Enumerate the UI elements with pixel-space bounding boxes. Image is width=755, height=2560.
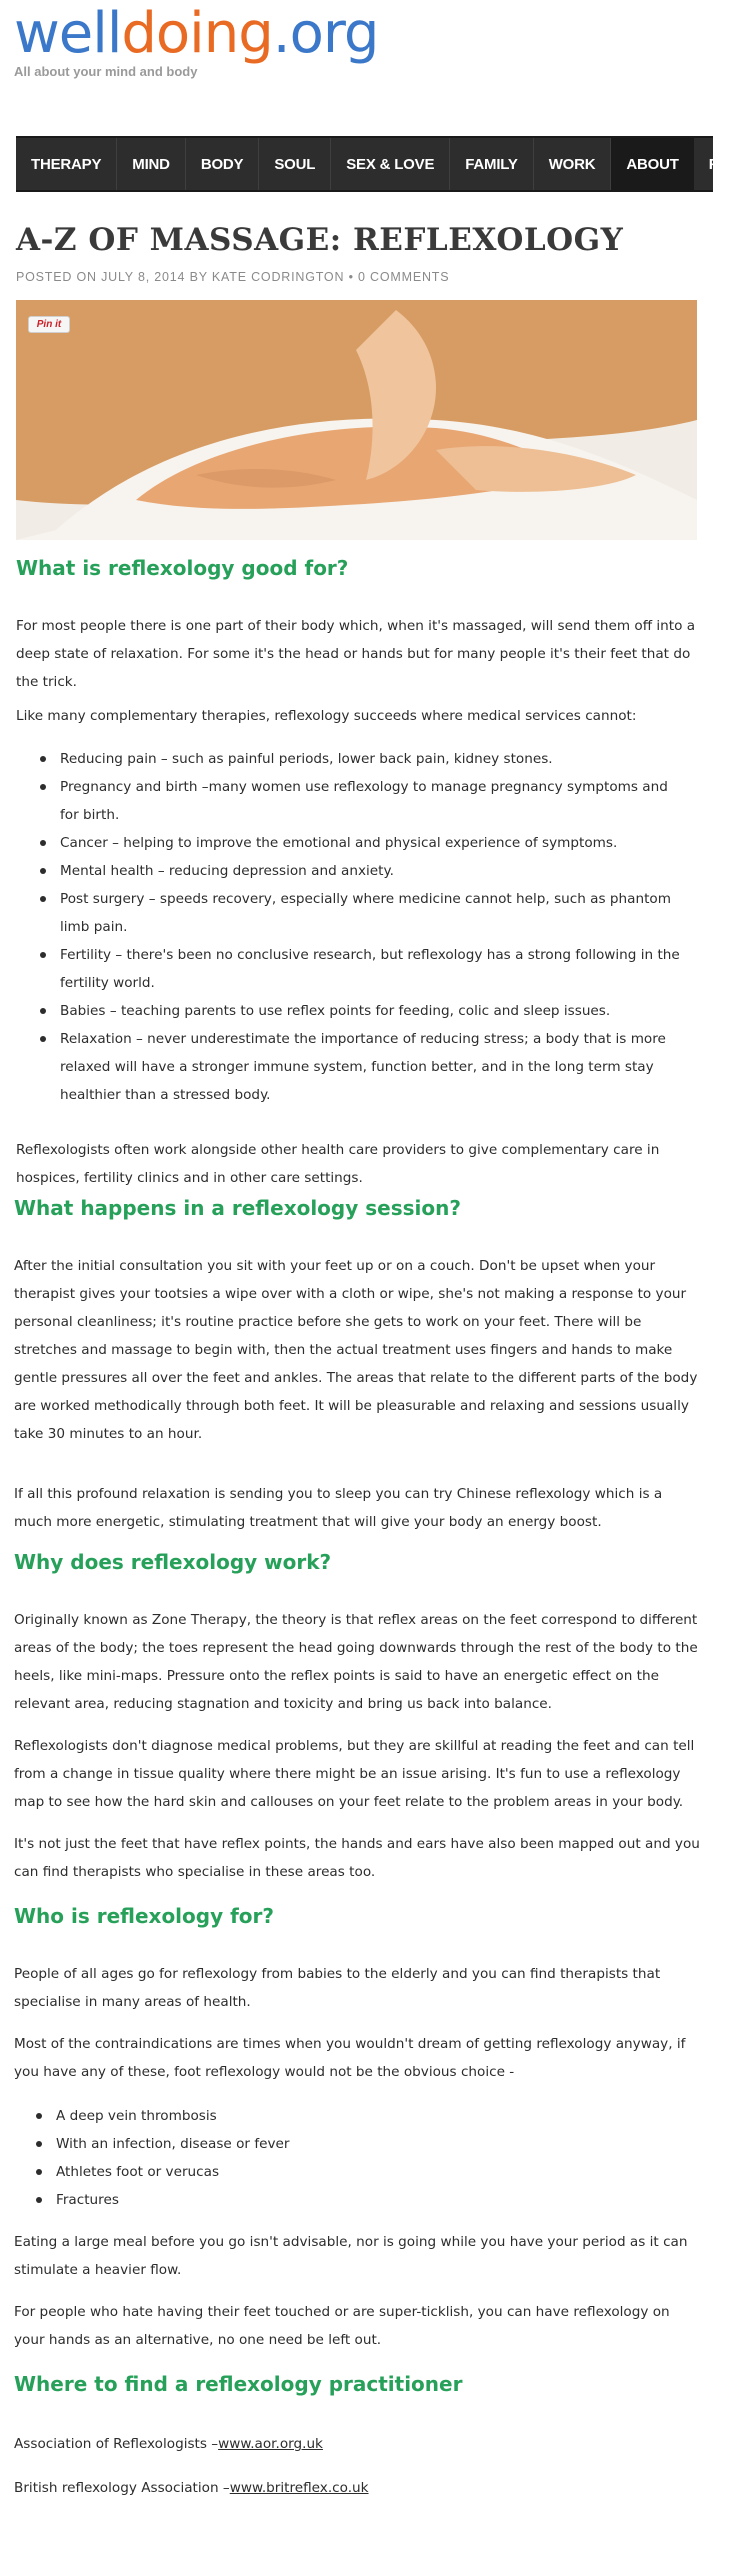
section-heading: Where to find a reflexology practitioner [14,2372,463,2396]
logo-doing: doing [121,1,273,66]
hero-image [16,300,697,540]
pinit-button[interactable]: Pin it [28,316,70,333]
list-item: Fractures [34,2186,684,2214]
paragraph: Eating a large meal before you go isn't advisable, nor is going while you have your period as it can stimulate a heavier flow. [14,2234,688,2278]
list-item: Reducing pain – such as painful periods, lower back pain, kidney stones. [38,745,688,773]
meta-prefix: POSTED ON [16,270,102,284]
benefits-list [38,745,688,1109]
post-meta [16,270,449,284]
contraindications-list [34,2102,684,2214]
paragraph: Reflexologists don't diagnose medical problems, but they are skillful at reading the feet and can tell from a change in tissue quality where there might be an issue arising. It's fun to use a reflexology map to see how the hard skin and callouses on your feet relate to the problem areas in your body. [14,1738,695,1810]
paragraph: Like many complementary therapies, reflexology succeeds where medical services cannot: [16,708,637,724]
site-header [14,0,378,79]
paragraph: For people who hate having their feet touched or are super-ticklish, you can have reflexology on your hands as an alternative, no one need be left out. [14,2304,670,2348]
britreflex-link[interactable]: www.britreflex.co.uk [229,2480,369,2496]
article-title: A-Z OF MASSAGE: REFLEXOLOGY [16,222,624,258]
resource-label: Association of Reflexologists – [14,2436,219,2452]
list-item: Athletes foot or verucas [34,2158,684,2186]
aor-link[interactable]: www.aor.org.uk [218,2436,323,2452]
nav-item-family[interactable]: FAMILY [450,138,533,190]
main-nav [16,136,740,192]
comments-link[interactable]: 0 COMMENTS [358,270,450,284]
nav-item-for[interactable]: FOR [708,155,740,173]
paragraph: If all this profound relaxation is sending you to sleep you can try Chinese reflexology which is a much more energetic, stimulating treatment that will give your body an energy boost. [14,1486,663,1530]
meta-by: BY [185,270,212,284]
list-item: Post surgery – speeds recovery, especially where medicine cannot help, such as phantom limb pain. [38,885,688,941]
paragraph: Originally known as Zone Therapy, the theory is that reflex areas on the feet correspond to different areas of the body; the toes represent the head going downwards through the rest of the body to the heels, like mini-maps. Pressure onto the reflex points is said to have an energetic effect on the relevant area, reducing stagnation and toxicity and bring us back into balance. [14,1612,698,1712]
section-heading: What happens in a reflexology session? [14,1196,461,1220]
list-item: A deep vein thrombosis [34,2102,684,2130]
nav-item-body[interactable]: BODY [186,138,260,190]
nav-item-soul[interactable]: SOUL [259,138,331,190]
list-item: Pregnancy and birth –many women use reflexology to manage pregnancy symptoms and for birth. [38,773,688,829]
resource-label: British reflexology Association – [14,2480,230,2496]
list-item: Fertility – there's been no conclusive research, but reflexology has a strong following in the fertility world. [38,941,688,997]
paragraph: It's not just the feet that have reflex points, the hands and ears have also been mapped out and you can find therapists who specialise in these areas too. [14,1836,700,1880]
resource-line [14,2474,704,2502]
site-logo[interactable] [14,0,378,68]
author-link[interactable]: KATE CODRINGTON [211,270,345,284]
paragraph: People of all ages go for reflexology from babies to the elderly and you can find therapists that specialise in many areas of health. [14,1966,661,2010]
nav-item-about[interactable]: ABOUT [611,138,693,190]
post-date-link[interactable]: JULY 8, 2014 [101,270,186,284]
logo-org: .org [272,1,379,66]
hands-on-foot-illustration [16,300,697,540]
resource-line [14,2430,704,2458]
site-tagline: All about your mind and body [14,64,198,79]
meta-sep: • [344,270,359,284]
paragraph: Reflexologists often work alongside other health care providers to give complementary care in hospices, fertility clinics and in other care settings. [16,1142,660,1186]
logo-well: well [14,1,122,66]
paragraph: For most people there is one part of their body which, when it's massaged, will send them off into a deep state of relaxation. For some it's the head or hands but for many people it's their feet that do the trick. [16,618,696,690]
list-item: Relaxation – never underestimate the importance of reducing stress; a body that is more relaxed will have a stronger immune system, function better, and in the long term stay healthier than a stressed body. [38,1025,688,1109]
section-heading: What is reflexology good for? [16,556,349,580]
nav-item-sex-love[interactable]: SEX & LOVE [331,138,450,190]
list-item: Cancer – helping to improve the emotional and physical experience of symptoms. [38,829,688,857]
paragraph: After the initial consultation you sit with your feet up or on a couch. Don't be upset when your therapist gives your tootsies a wipe over with a cloth or wipe, she's not making a response to your personal cleanliness; it's routine practice before she gets to work on your feet. There will be stretches and massage to begin with, then the actual treatment uses fingers and hands to make gentle pressures all over the feet and ankles. The areas that relate to the different parts of the body are worked methodically through both feet. It will be pleasurable and relaxing and sessions usually take 30 minutes to an hour. [14,1258,698,1442]
list-item: Babies – teaching parents to use reflex points for feeding, colic and sleep issues. [38,997,688,1025]
nav-item-work[interactable]: WORK [534,138,612,190]
section-heading: Who is reflexology for? [14,1904,274,1928]
nav-item-mind[interactable]: MIND [117,138,186,190]
paragraph: Most of the contraindications are times when you wouldn't dream of getting reflexology anyway, if you have any of these, foot reflexology would not be the obvious choice - [14,2036,686,2080]
section-heading: Why does reflexology work? [14,1550,332,1574]
list-item: With an infection, disease or fever [34,2130,684,2158]
list-item: Mental health – reducing depression and anxiety. [38,857,688,885]
nav-item-therapy[interactable]: THERAPY [16,138,117,190]
